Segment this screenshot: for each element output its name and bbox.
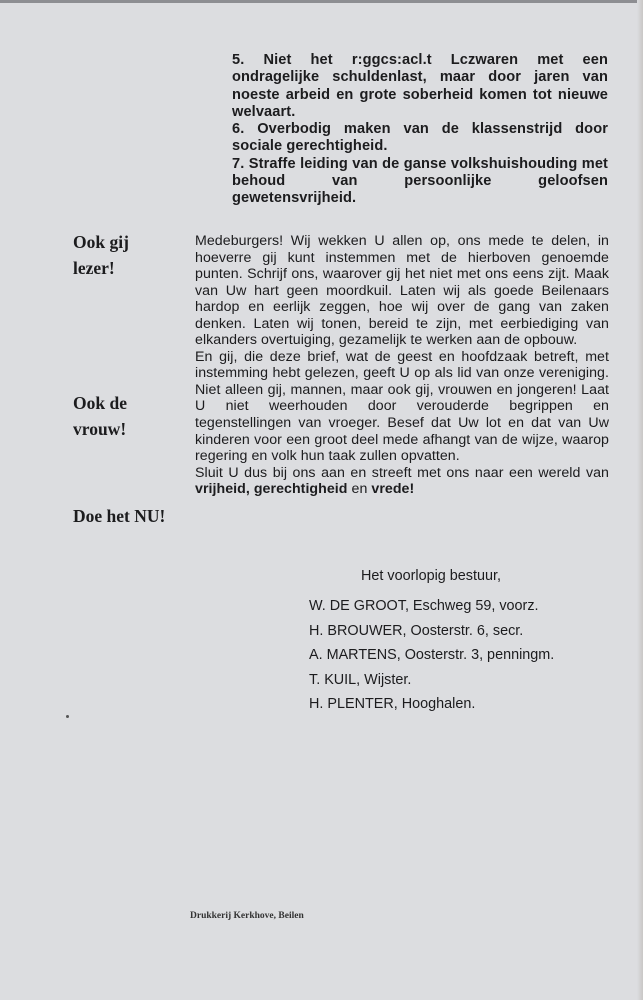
side-heading-now: Doe het NU! <box>73 506 166 526</box>
appeal-p3-text: Sluit U dus bij ons aan en streeft met ons naar een wereld van <box>195 464 609 481</box>
appeal-p3-and: en <box>347 481 372 498</box>
appeal-paragraph-2: En gij, die deze brief, wat de geest en hoofdzaak betreft, met instemming hebt gelezen, geeft U op als lid van onze vereniging. Niet alleen gij, mannen, maar ook gij, vrouwen en jongeren! Laat U niet weerhouden door verouderde begrippen en tegenstellingen van vroeger. Besef dat Uw lot en dat van Uw kinderen voor een groot deel mede afhangt van de wijze, waarop regering en volk hun taak zullen opvatten. <box>195 348 609 465</box>
board-member: A. MARTENS, Oosterstr. 3, penningm. <box>309 647 555 663</box>
printer-imprint: Drukkerij Kerkhove, Beilen <box>190 911 304 921</box>
appeal-text <box>195 233 609 498</box>
program-points <box>232 52 608 208</box>
board-member: H. BROUWER, Oosterstr. 6, secr. <box>309 622 524 639</box>
board-member: H. PLENTER, Hooghalen. <box>309 696 476 712</box>
signature-closing: Het voorlopig bestuur, <box>361 568 501 584</box>
signature-block <box>309 563 629 717</box>
board-member: T. KUIL, Wijster. <box>309 671 412 688</box>
board-member: W. DE GROOT, Eschweg 59, voorz. <box>309 598 539 614</box>
side-heading-reader: Ook gij lezer! <box>73 232 129 278</box>
print-speck <box>66 715 69 718</box>
appeal-paragraph-3 <box>195 465 609 498</box>
side-heading-woman: Ook de vrouw! <box>73 393 127 439</box>
point-5: 5. Niet het r:ggcs:acl.t Lczwaren met een ondragelijke schuldenlast, maar door jaren van noeste arbeid en grote soberheid komen tot nieuwe welvaart. <box>232 52 608 120</box>
scan-top-edge <box>0 0 643 3</box>
point-7: 7. Straffe leiding van de ganse volkshuishouding met behoud van persoonlijke geloofsen gewetensvrijheid. <box>232 155 608 207</box>
point-6: 6. Overbodig maken van de klassenstrijd door sociale gerechtigheid. <box>232 121 608 155</box>
appeal-paragraph-1: Medeburgers! Wij wekken U allen op, ons mede te delen, in hoeverre gij kunt instemmen met de hierboven genoemde punten. Schrijf ons, waarover gij het niet met ons eens zijt. Maak van Uw hart geen moordkuil. Laten wij als goede Beilenaars hardop en eerlijk zeggen, hoe wij over de gang van zaken denken. Laten wij tonen, bereid te zijn, met eerbiediging van elkanders overtuiging, gezamelijk te werken aan de opbouw. <box>195 233 609 349</box>
scan-right-edge <box>637 0 643 1000</box>
appeal-emphasis-freedom: vrijheid, gerechtigheid <box>195 481 348 498</box>
appeal-emphasis-peace: vrede! <box>371 481 415 498</box>
